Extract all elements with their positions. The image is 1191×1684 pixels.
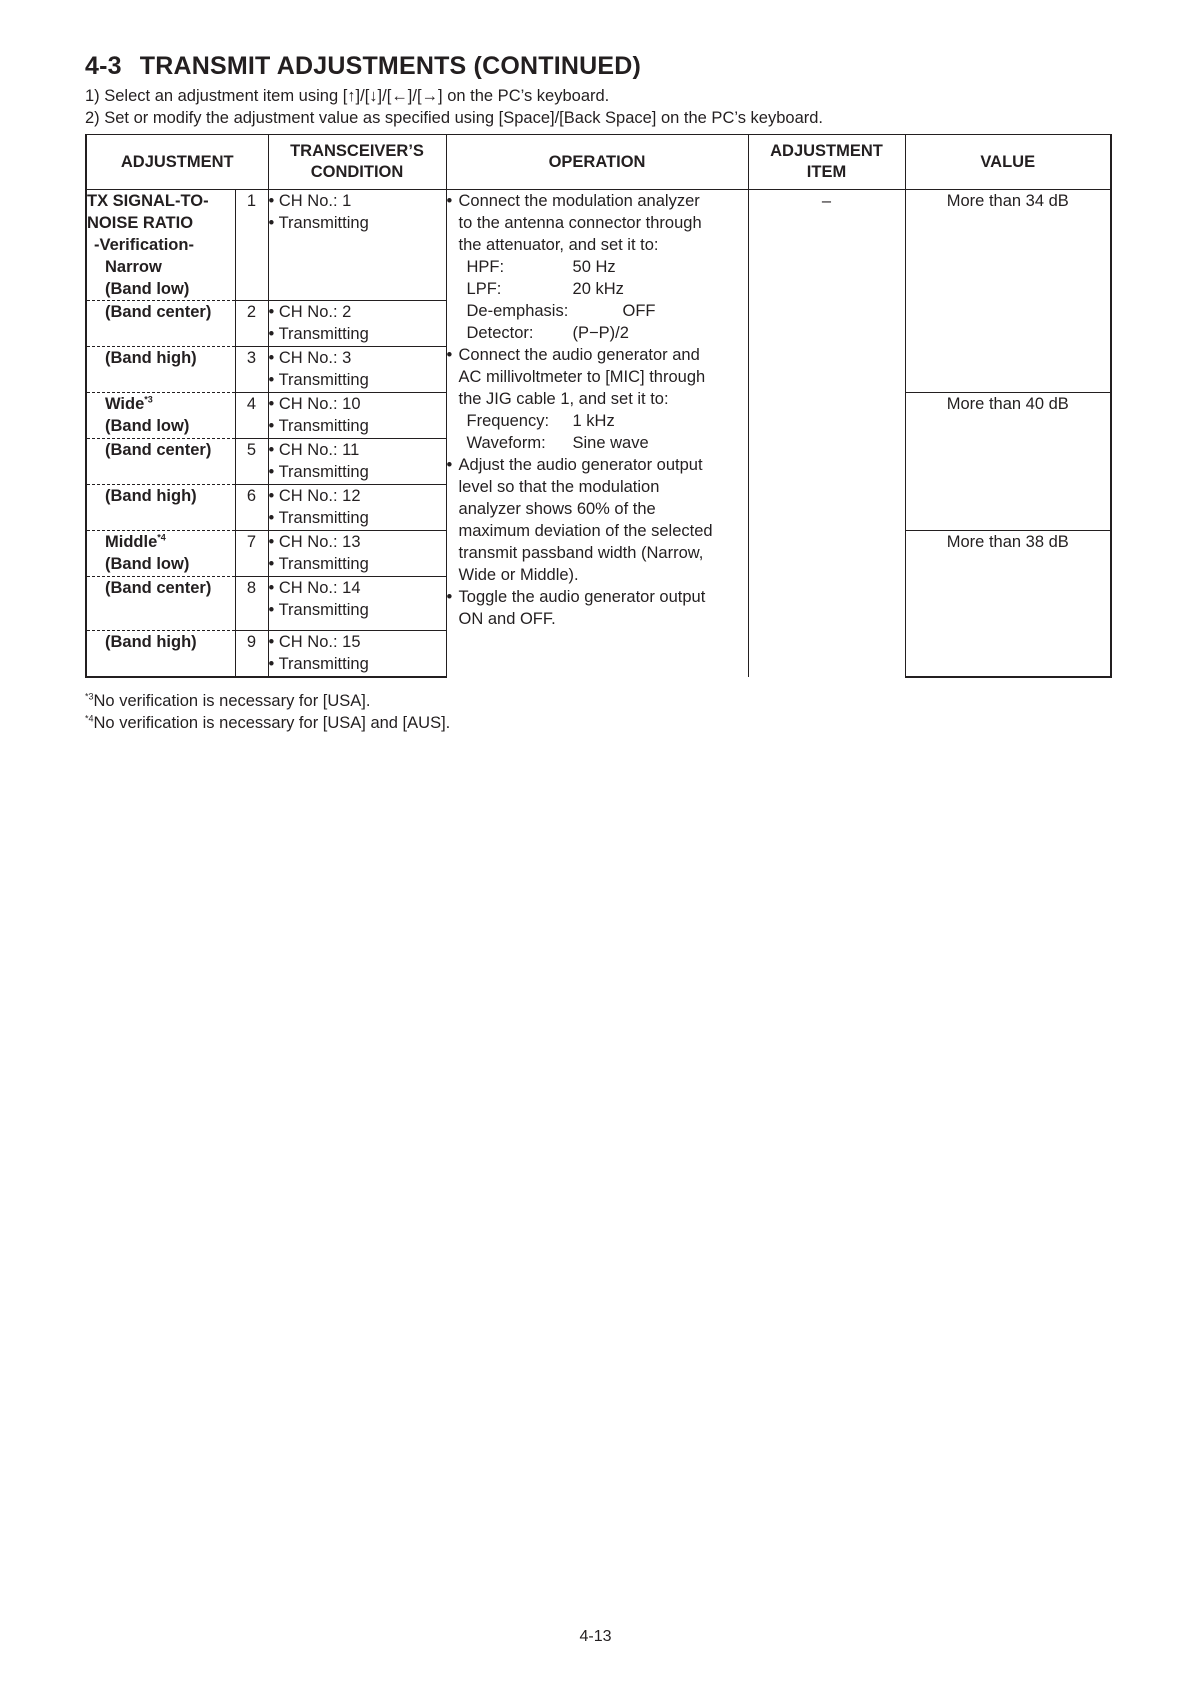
row-number: 6 bbox=[235, 485, 268, 531]
footnotes bbox=[85, 690, 450, 734]
transceiver-condition: • CH No.: 12 • Transmitting bbox=[268, 485, 446, 531]
adjustment-name: (Band high) bbox=[86, 347, 235, 393]
transceiver-condition: • CH No.: 10 • Transmitting bbox=[268, 393, 446, 439]
header-value: VALUE bbox=[905, 135, 1111, 190]
header-condition: TRANSCEIVER’S CONDITION bbox=[268, 135, 446, 190]
footnote: $^{*3}$No verification is necessary for [USA]. bbox=[85, 691, 371, 710]
row-number: 7 bbox=[235, 531, 268, 577]
adjustment-name: (Band center) bbox=[86, 577, 235, 631]
transceiver-condition: • CH No.: 14 • Transmitting bbox=[268, 577, 446, 631]
adjustment-name: Wide$^{*3}$ (Band low) bbox=[86, 393, 235, 439]
instruction-2: 2) Set or modify the adjustment value as specified using [Space]/[Back Space] on the PC’s keyboard. bbox=[85, 109, 824, 127]
transceiver-condition: • CH No.: 2 • Transmitting bbox=[268, 301, 446, 347]
adjustment-name: (Band high) bbox=[86, 631, 235, 677]
section-title bbox=[85, 52, 641, 81]
transceiver-condition: • CH No.: 1 • Transmitting bbox=[268, 190, 446, 301]
row-number: 9 bbox=[235, 631, 268, 677]
header-adjustment: ADJUSTMENT bbox=[86, 135, 268, 190]
adjustment-name: (Band center) bbox=[86, 301, 235, 347]
table-row bbox=[86, 190, 1111, 301]
adjustment-name: Middle$^{*4}$ (Band low) bbox=[86, 531, 235, 577]
section-number: 4-3 bbox=[85, 52, 122, 80]
row-number: 4 bbox=[235, 393, 268, 439]
section-heading: TRANSMIT ADJUSTMENTS (CONTINUED) bbox=[139, 52, 642, 80]
row-number: 1 bbox=[235, 190, 268, 301]
value-middle: More than 38 dB bbox=[905, 531, 1111, 677]
transceiver-condition: • CH No.: 13 • Transmitting bbox=[268, 531, 446, 577]
instruction-1: 1) Select an adjustment item using [↑]/[↓]/[←]/[→] on the PC’s keyboard. bbox=[85, 87, 610, 105]
value-narrow: More than 34 dB bbox=[905, 190, 1111, 393]
operation-cell: • Connect the modulation analyzer to the antenna connector through the attenuator, and set it to: HPF: 50 Hz LPF: 20 kHz De-emphasis: OFF Detector: (P−P)/2 • Connect the audio generator and AC millivoltmeter to [MIC] through the JIG cable 1, and set it to: Frequency: 1 kHz Waveform: Sine wave • Adjust the audio generator output level so that the modulation analyzer shows 60% of the maximum deviation of the selected transmit passband width (Narrow, Wide or Middle). • Toggle the audio generator output ON and OFF. bbox=[446, 190, 748, 677]
adjustment-name: TX SIGNAL-TO- NOISE RATIO -Verification- Narrow (Band low) bbox=[86, 190, 235, 301]
footnote: $^{*4}$No verification is necessary for [USA] and [AUS]. bbox=[85, 713, 451, 732]
value-wide: More than 40 dB bbox=[905, 393, 1111, 531]
adjustment-table bbox=[85, 134, 1112, 678]
table-header-row bbox=[86, 135, 1111, 190]
row-number: 3 bbox=[235, 347, 268, 393]
row-number: 8 bbox=[235, 577, 268, 631]
header-operation: OPERATION bbox=[446, 135, 748, 190]
transceiver-condition: • CH No.: 15 • Transmitting bbox=[268, 631, 446, 677]
page-number: 4-13 bbox=[579, 1628, 612, 1645]
adjustment-name: (Band high) bbox=[86, 485, 235, 531]
transceiver-condition: • CH No.: 11 • Transmitting bbox=[268, 439, 446, 485]
row-number: 5 bbox=[235, 439, 268, 485]
header-adjustment-item: ADJUSTMENT ITEM bbox=[748, 135, 905, 190]
row-number: 2 bbox=[235, 301, 268, 347]
adjustment-name: (Band center) bbox=[86, 439, 235, 485]
transceiver-condition: • CH No.: 3 • Transmitting bbox=[268, 347, 446, 393]
adjustment-item: – bbox=[748, 190, 905, 677]
